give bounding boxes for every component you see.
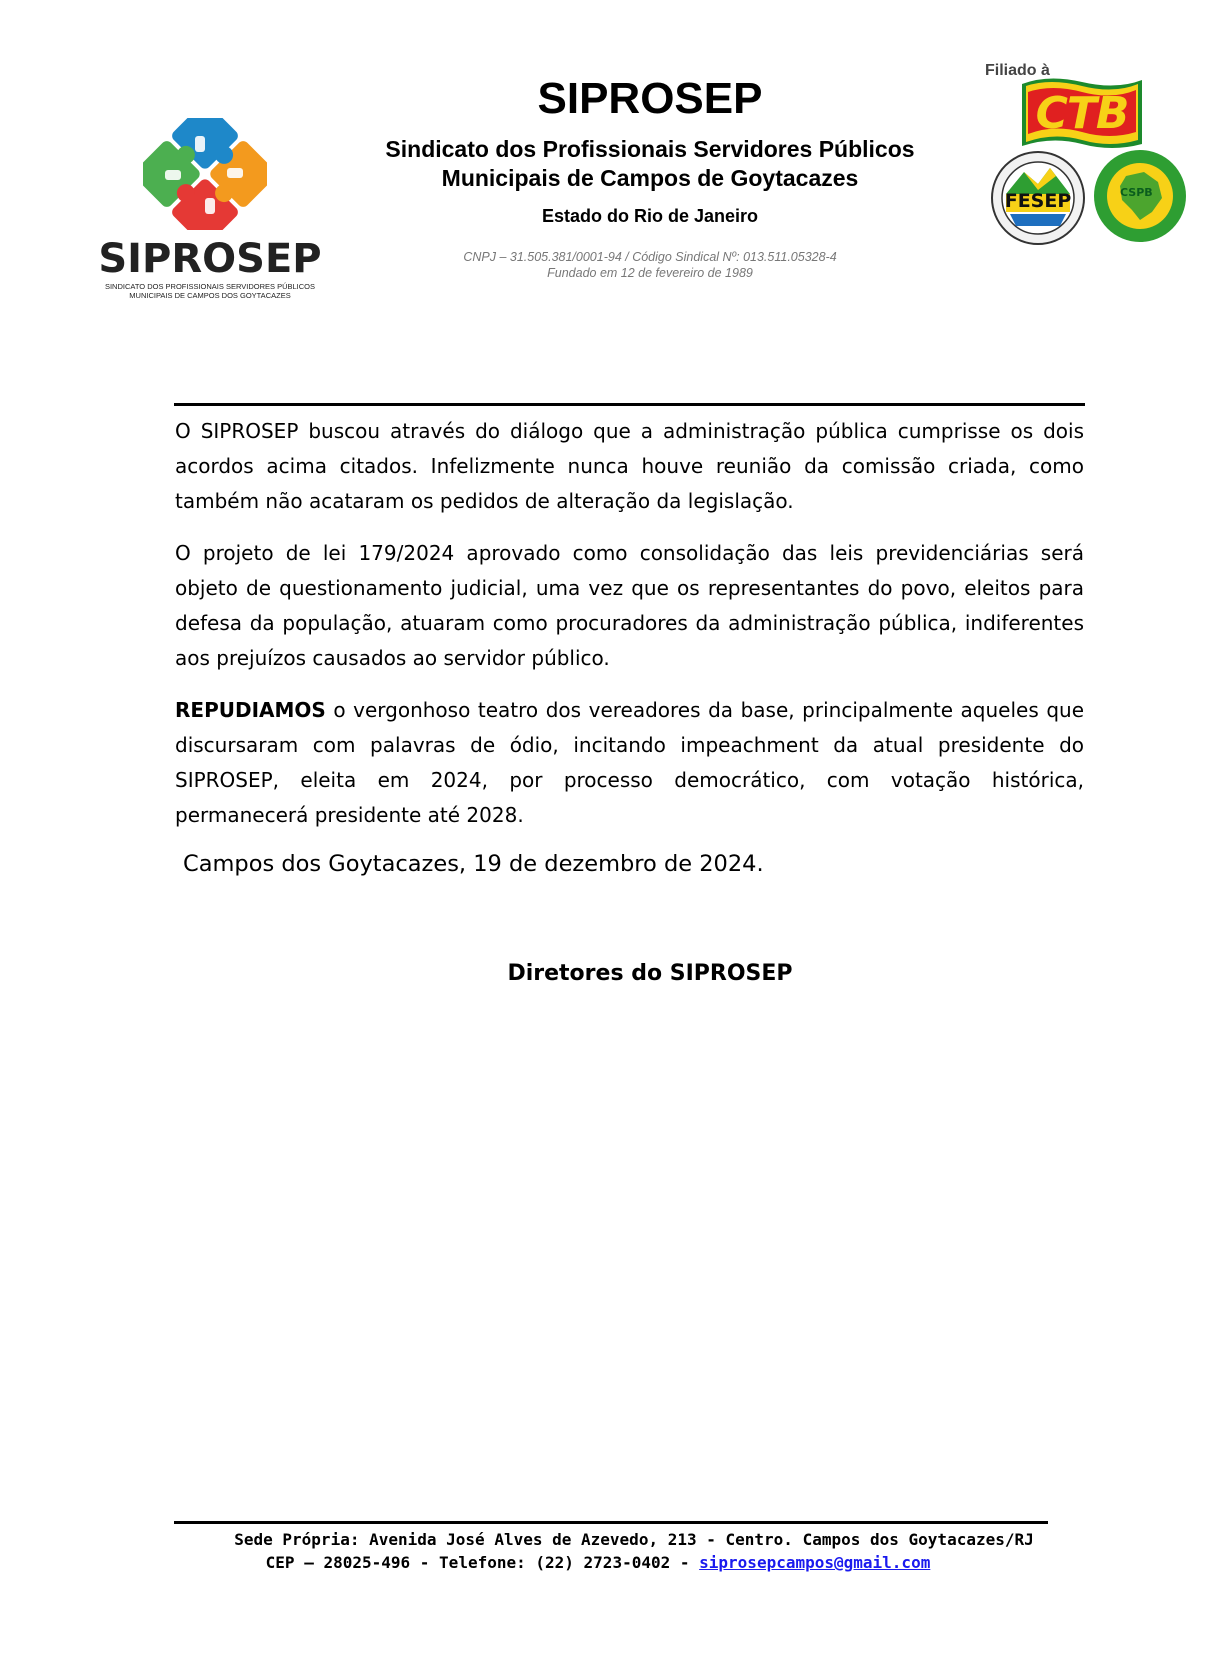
paragraph-3-text: o vergonhoso teatro dos vereadores da base, principalmente aqueles que discursaram com palavras de ódio, incitando impeachment da atual presidente do SIPROSEP, eleita em 2024, por processo democrático, com votação histórica, permanecerá presidente até 2028.	[175, 698, 1084, 827]
cspb-wordmark: CSPB	[1120, 186, 1153, 199]
header-founded: Fundado em 12 de fevereiro de 1989	[547, 266, 753, 280]
header-cnpj: CNPJ – 31.505.381/0001-94 / Código Sindical Nº: 013.511.05328-4	[463, 250, 837, 264]
siprosep-logo	[95, 118, 325, 308]
header-subtitle-line1: Sindicato dos Profissionais Servidores Públicos	[385, 136, 915, 162]
header-divider	[174, 403, 1085, 406]
affiliation-label: Filiado à	[985, 62, 1050, 79]
header-state: Estado do Rio de Janeiro	[541, 206, 759, 226]
paragraph-3-emphasis: REPUDIAMOS	[175, 698, 326, 722]
footer-divider	[174, 1521, 1048, 1524]
paragraph-2: O projeto de lei 179/2024 aprovado como consolidação das leis previdenciárias será objeto de questionamento judicial, uma vez que os representantes do povo, eleitos para defesa da população, atuaram como procuradores da administração pública, indiferentes aos prejuízos causados ao servidor público.	[175, 541, 1084, 670]
footer-contact	[174, 1553, 1022, 1572]
fesep-wordmark: FESEP	[1004, 190, 1072, 212]
paragraph-1: O SIPROSEP buscou através do diálogo que a administração pública cumprisse os dois acordos acima citados. Infelizmente nunca houve reunião da comissão criada, como também não acataram os pedidos de alteração da legislação.	[175, 419, 1084, 513]
logo-tagline-line1: SINDICATO DOS PROFISSIONAIS SERVIDORES PÚBLICOS	[104, 282, 316, 291]
header-subtitle-line2: Municipais de Campos de Goytacazes	[441, 165, 859, 191]
signature: Diretores do SIPROSEP	[507, 961, 793, 986]
paragraph-3	[175, 693, 1084, 833]
place-date: Campos dos Goytacazes, 19 de dezembro de 2024.	[183, 851, 764, 877]
logo-wordmark: SIPROSEP	[98, 236, 322, 282]
footer-contact-text: CEP – 28025-496 - Telefone: (22) 2723-0402 -	[265, 1553, 700, 1572]
puzzle-hands-icon	[143, 118, 267, 230]
fesep-logo	[990, 150, 1086, 246]
footer-address: Sede Própria: Avenida José Alves de Azevedo, 213 - Centro. Campos dos Goytacazes/RJ	[234, 1530, 1034, 1549]
logo-tagline-line2: MUNICIPAIS DE CAMPOS DOS GOYTACAZES	[129, 291, 291, 300]
footer-email-link[interactable]: siprosepcampos@gmail.com	[699, 1553, 931, 1572]
ctb-wordmark: CTB	[1035, 88, 1129, 139]
page-title: SIPROSEP	[537, 74, 763, 123]
cspb-logo	[1092, 148, 1188, 244]
ctb-logo	[1018, 74, 1146, 152]
logo-tagline	[95, 282, 325, 300]
